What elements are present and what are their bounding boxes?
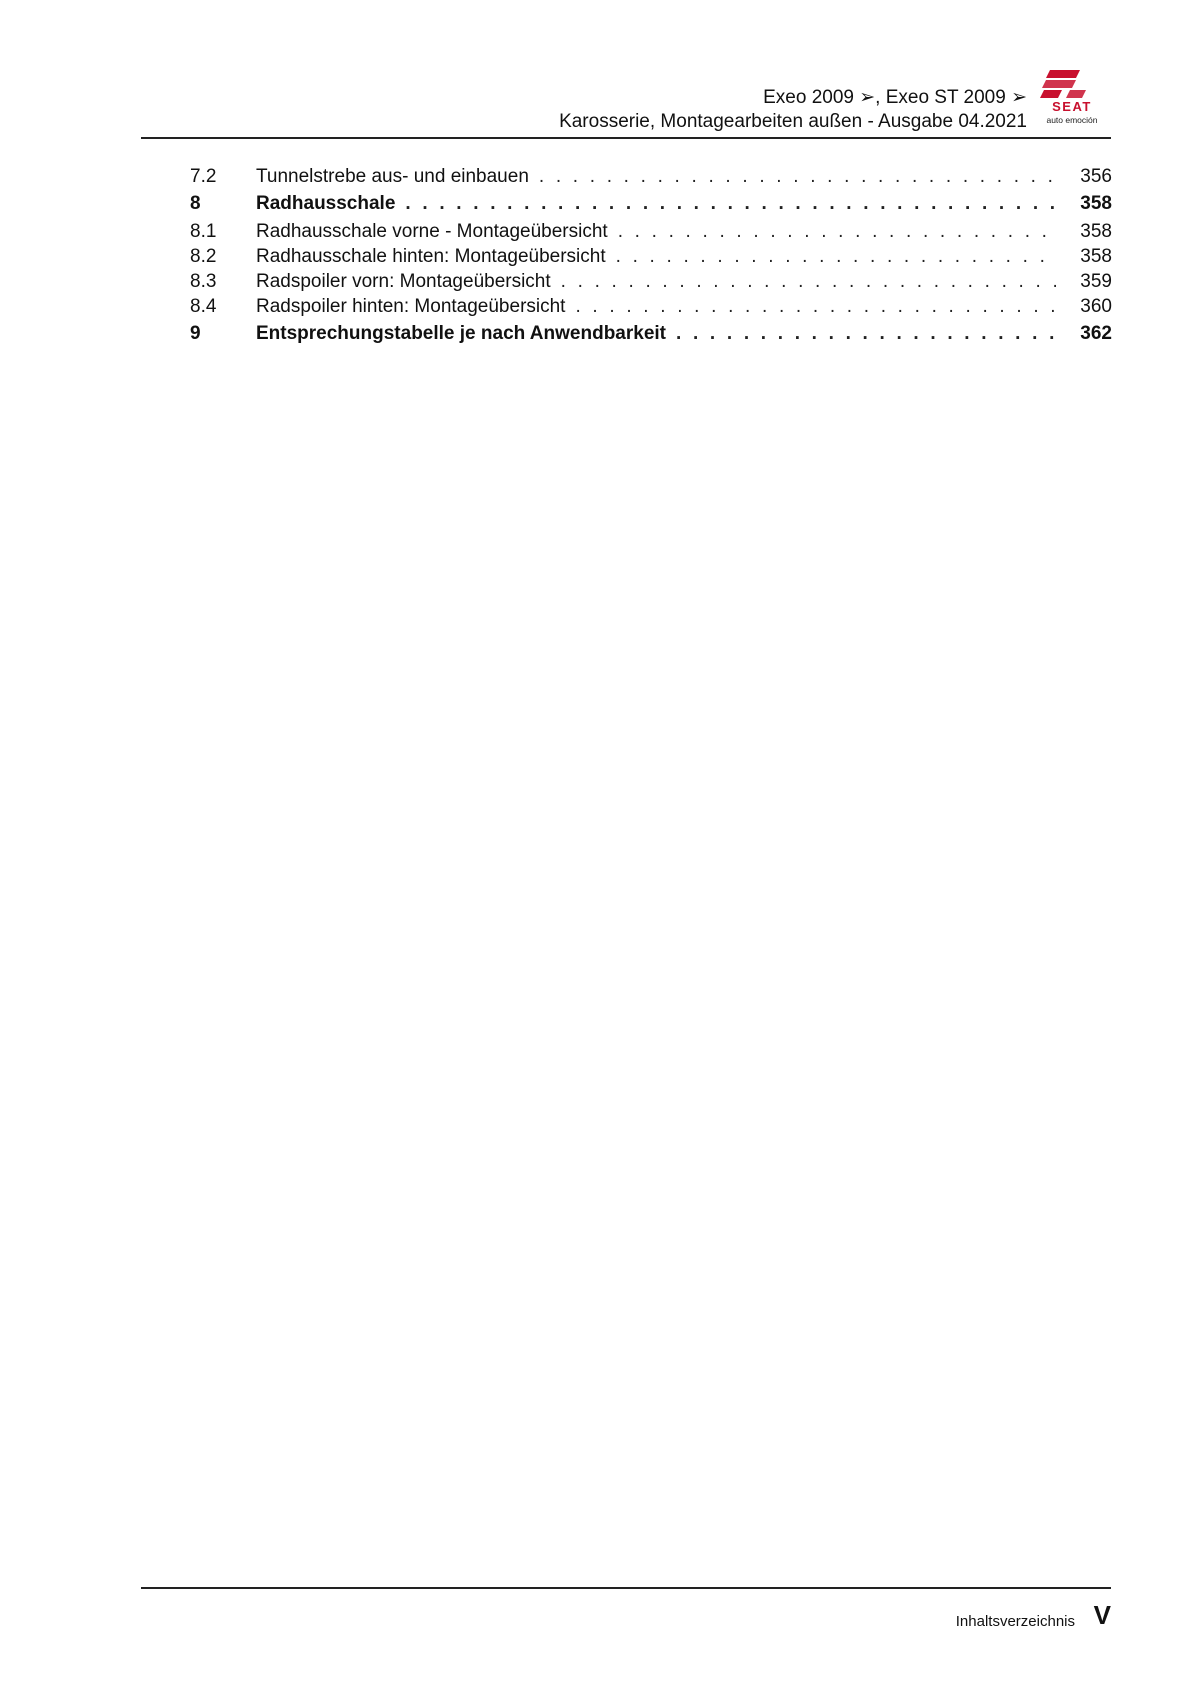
toc-entry-body	[256, 219, 1112, 244]
toc-entry-page: 356	[1056, 164, 1112, 189]
toc-entry-title: Radhausschale hinten: Montageübersicht	[256, 244, 616, 269]
toc-entry-body	[256, 244, 1112, 269]
toc-entry-page: 358	[1056, 244, 1112, 269]
footer-divider	[141, 1587, 1111, 1589]
toc-entry-title: Radspoiler hinten: Montageübersicht	[256, 294, 575, 319]
toc-entry[interactable]	[190, 269, 1112, 294]
toc-entry[interactable]	[190, 294, 1112, 319]
toc-entry-title: Tunnelstrebe aus- und einbauen	[256, 164, 539, 189]
logo-tagline: auto emoción	[1046, 115, 1098, 125]
toc-entry-body	[256, 189, 1112, 219]
toc-dot-leader	[405, 189, 1056, 219]
toc-entry-title: Radhausschale vorne - Montageübersicht	[256, 219, 618, 244]
toc-entry-number: 8.3	[190, 271, 217, 292]
toc-entry-body	[256, 319, 1112, 349]
toc-entry[interactable]	[190, 164, 1112, 189]
toc-entry-page: 358	[1056, 189, 1112, 219]
header-divider	[141, 137, 1111, 139]
toc-entry-number: 9	[190, 323, 201, 344]
footer-label: Inhaltsverzeichnis	[955, 1613, 1075, 1630]
toc-entry-number: 8.1	[190, 221, 217, 242]
toc-dot-leader	[676, 319, 1056, 349]
logo-wordmark: SEAT	[1052, 99, 1092, 114]
table-of-contents	[190, 164, 1112, 349]
footer-page-number: V	[1093, 1600, 1111, 1630]
toc-entry[interactable]	[190, 319, 1112, 349]
toc-entry-page: 358	[1056, 219, 1112, 244]
toc-dot-leader	[539, 164, 1056, 189]
toc-entry-number: 8.2	[190, 246, 217, 267]
toc-dot-leader	[575, 294, 1056, 319]
toc-entry[interactable]	[190, 189, 1112, 219]
toc-entry[interactable]	[190, 244, 1112, 269]
toc-entry-title: Radhausschale	[256, 189, 405, 219]
toc-entry-body	[256, 269, 1112, 294]
toc-entry-body	[256, 294, 1112, 319]
toc-dot-leader	[618, 219, 1056, 244]
toc-dot-leader	[561, 269, 1056, 294]
toc-entry-body	[256, 164, 1112, 189]
toc-entry-number: 8.4	[190, 296, 217, 317]
header-subtitle: Karosserie, Montagearbeiten außen - Ausgabe 04.2021	[559, 111, 1027, 132]
toc-entry-page: 362	[1056, 319, 1112, 349]
toc-entry-title: Entsprechungstabelle je nach Anwendbarkeit	[256, 319, 676, 349]
toc-entry-page: 359	[1056, 269, 1112, 294]
toc-entry[interactable]	[190, 219, 1112, 244]
toc-dot-leader	[616, 244, 1056, 269]
toc-entry-number: 7.2	[190, 166, 217, 187]
header-title: Exeo 2009 ➢, Exeo ST 2009 ➢	[763, 87, 1027, 108]
toc-entry-page: 360	[1056, 294, 1112, 319]
seat-logo-icon	[1036, 68, 1108, 128]
toc-entry-title: Radspoiler vorn: Montageübersicht	[256, 269, 561, 294]
toc-entry-number: 8	[190, 193, 201, 214]
